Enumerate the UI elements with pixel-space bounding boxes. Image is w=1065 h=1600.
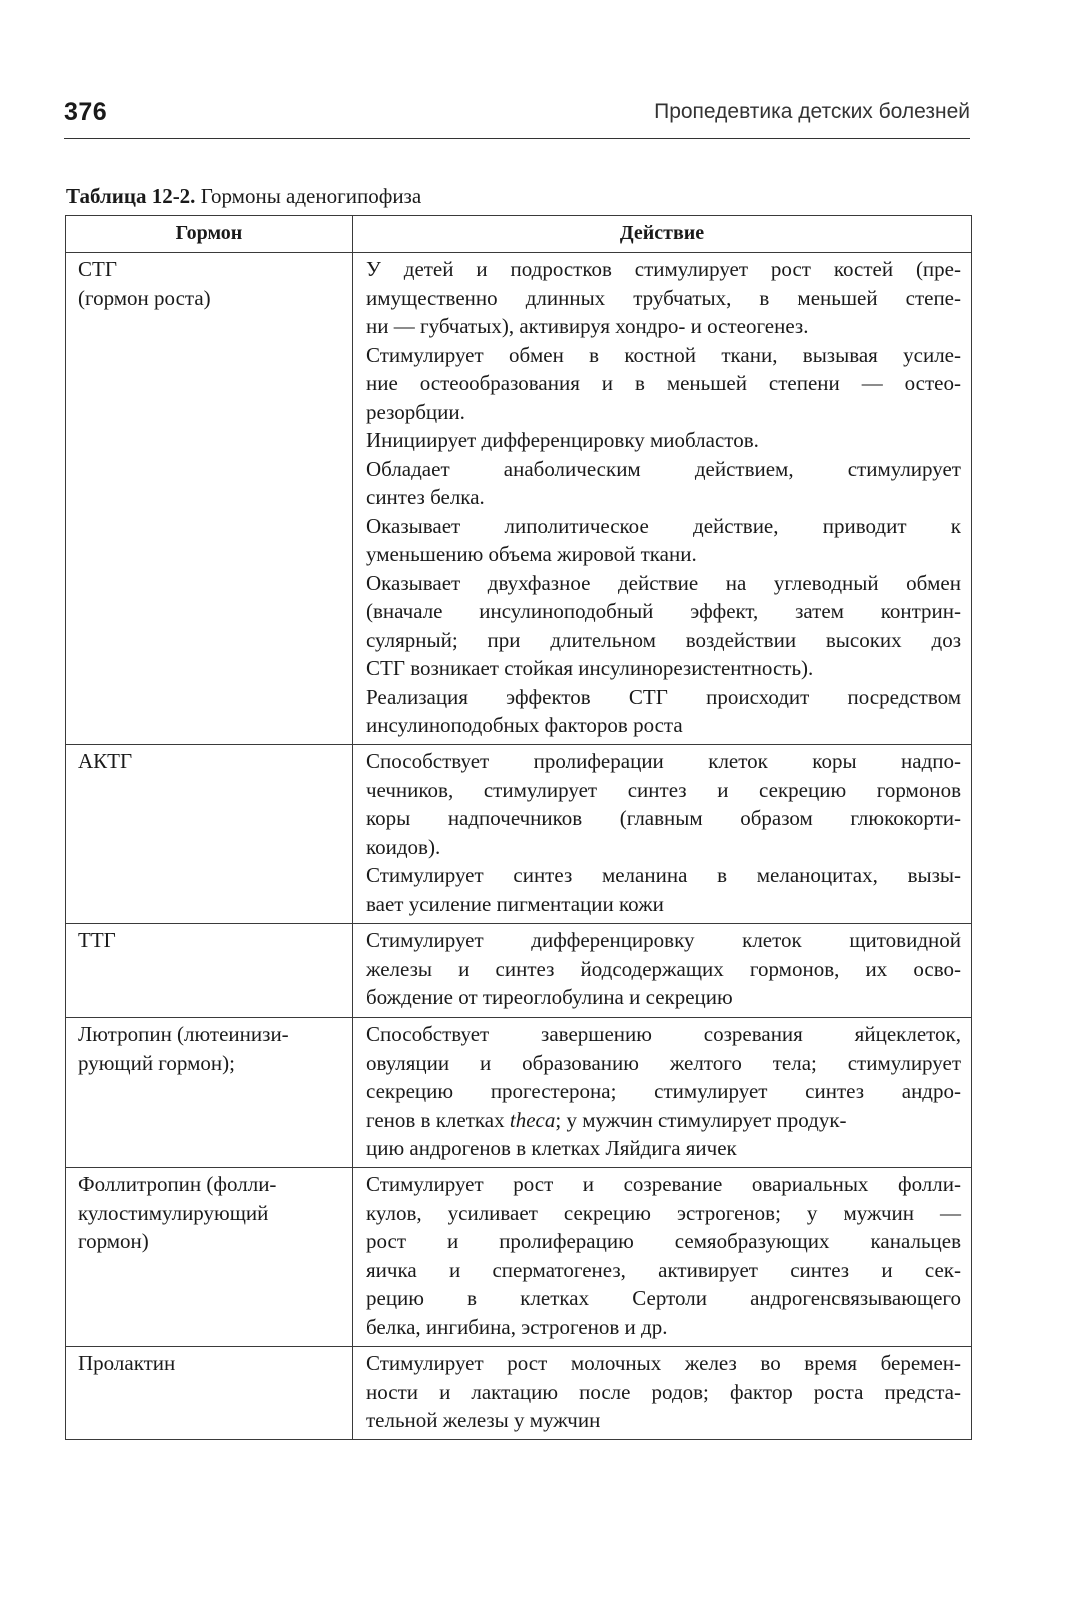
action-line: секрецию прогестерона; стимулирует синтез андро- — [366, 1079, 961, 1103]
table-row-lutropin — [66, 1018, 972, 1168]
action-line-part: генов в клетках — [366, 1107, 510, 1132]
action-line: ни — губчатых), активируя хондро- и остеогенез. — [366, 314, 809, 338]
action-line: рецию в клетках Сертоли андрогенсвязывающего — [366, 1286, 961, 1310]
hormone-name-line: гормон) — [78, 1229, 149, 1253]
action-line: вает усиление пигментации кожи — [366, 891, 664, 916]
action-line: Реализация эффектов СТГ происходит посредством — [366, 684, 961, 709]
action-line: тельной железы у мужчин — [366, 1408, 601, 1432]
hormone-name-cell — [66, 1168, 353, 1347]
action-line: синтез белка. — [366, 485, 485, 509]
hormone-action-cell — [353, 1168, 972, 1347]
action-line: Оказывает липолитическое действие, приводит к — [366, 513, 961, 538]
action-line: Способствует завершению созревания яйцеклеток, — [366, 1022, 961, 1046]
hormone-name-cell — [66, 1347, 353, 1440]
hormone-action-cell — [353, 253, 972, 745]
hormone-name-line: рующий гормон); — [78, 1050, 235, 1075]
table-caption-title: Гормоны аденогипофиза — [195, 184, 422, 208]
hormones-table — [65, 215, 972, 1440]
hormone-name-line: ТТГ — [78, 928, 116, 952]
hormone-name-line: СТГ — [78, 257, 117, 281]
action-line: Оказывает двухфазное действие на углеводный обмен — [366, 570, 961, 595]
action-line: коры надпочечников (главным образом глюкокорти- — [366, 806, 961, 830]
italic-term: theca — [509, 1107, 556, 1132]
action-line: Инициирует дифференцировку миобластов. — [366, 428, 759, 452]
action-line: коидов). — [366, 834, 441, 859]
action-line: яичка и сперматогенез, активирует синтез и сек- — [366, 1257, 961, 1282]
action-line: железы и синтез йодсодержащих гормонов, их осво- — [366, 956, 961, 981]
action-line: белка, ингибина, эстрогенов и др. — [366, 1314, 668, 1339]
action-line: Стимулирует рост молочных желез во время беремен- — [366, 1351, 961, 1375]
action-line: Стимулирует синтез меланина в меланоцитах, вызы- — [366, 863, 961, 887]
action-line: кулов, усиливает секрецию эстрогенов; у мужчин — — [366, 1200, 961, 1225]
hormone-action-cell — [353, 924, 972, 1018]
action-line: ности и лактацию после родов; фактор роста предста- — [366, 1379, 961, 1404]
action-line: уменьшению объема жировой ткани. — [366, 542, 697, 566]
action-line: Стимулирует рост и созревание овариальных фолли- — [366, 1172, 961, 1196]
action-line: резорбции. — [366, 399, 465, 424]
column-header-hormone: Гормон — [66, 216, 353, 253]
page-number: 376 — [64, 98, 108, 126]
table-caption-label: Таблица 12-2. — [66, 184, 196, 208]
hormone-name-line: кулостимулирующий — [78, 1200, 269, 1225]
table-row-ttg — [66, 924, 972, 1018]
action-line-part: ; у мужчин стимулирует продук- — [555, 1107, 847, 1132]
action-line: рост и пролиферацию семяобразующих канальцев — [366, 1229, 961, 1253]
hormone-name-cell — [66, 253, 353, 745]
hormone-name-cell — [66, 745, 353, 924]
hormone-name-line: Лютропин (лютеинизи- — [78, 1022, 289, 1046]
action-line: Способствует пролиферации клеток коры надпо- — [366, 749, 961, 773]
action-line: СТГ возникает стойкая инсулинорезистентность). — [366, 656, 814, 680]
table-header-row — [66, 216, 972, 253]
action-line: чечников, стимулирует синтез и секрецию гормонов — [366, 777, 961, 802]
action-line: Стимулирует дифференцировку клеток щитовидной — [366, 928, 961, 952]
hormone-name-cell — [66, 1018, 353, 1168]
action-line-composite — [366, 1106, 961, 1135]
action-line: имущественно длинных трубчатых, в меньшей степе- — [366, 285, 961, 310]
action-line: ние остеообразования и в меньшей степени — остео- — [366, 371, 961, 395]
hormone-action-cell — [353, 1018, 972, 1168]
hormone-name-line: Фоллитропин (фолли- — [78, 1172, 277, 1196]
page-header — [64, 96, 970, 139]
hormone-name-line: (гормон роста) — [78, 285, 211, 310]
hormone-name-line: АКТГ — [78, 749, 133, 773]
action-line: Стимулирует обмен в костной ткани, вызывая усиле- — [366, 342, 961, 367]
table-row-follitropin — [66, 1168, 972, 1347]
action-line: цию андрогенов в клетках Ляйдига яичек — [366, 1136, 737, 1160]
action-line: (вначале инсулиноподобный эффект, затем контрин- — [366, 599, 961, 623]
table-row-prolactin — [66, 1347, 972, 1440]
action-line: инсулиноподобных факторов роста — [366, 713, 683, 737]
table-row-stg — [66, 253, 972, 745]
running-title: Пропедевтика детских болезней — [654, 100, 970, 123]
column-header-action: Действие — [353, 216, 972, 253]
action-line: Обладает анаболическим действием, стимулирует — [366, 456, 961, 481]
hormone-name-cell — [66, 924, 353, 1018]
action-line: У детей и подростков стимулирует рост костей (пре- — [366, 257, 961, 281]
hormone-action-cell — [353, 745, 972, 924]
action-line: сулярный; при длительном воздействии высоких доз — [366, 627, 961, 652]
hormone-action-cell — [353, 1347, 972, 1440]
hormone-name-line: Пролактин — [78, 1351, 176, 1375]
table-caption — [66, 184, 421, 209]
table-row-aktg — [66, 745, 972, 924]
action-line: бождение от тиреоглобулина и секрецию — [366, 985, 733, 1009]
action-line: овуляции и образованию желтого тела; стимулирует — [366, 1050, 961, 1075]
